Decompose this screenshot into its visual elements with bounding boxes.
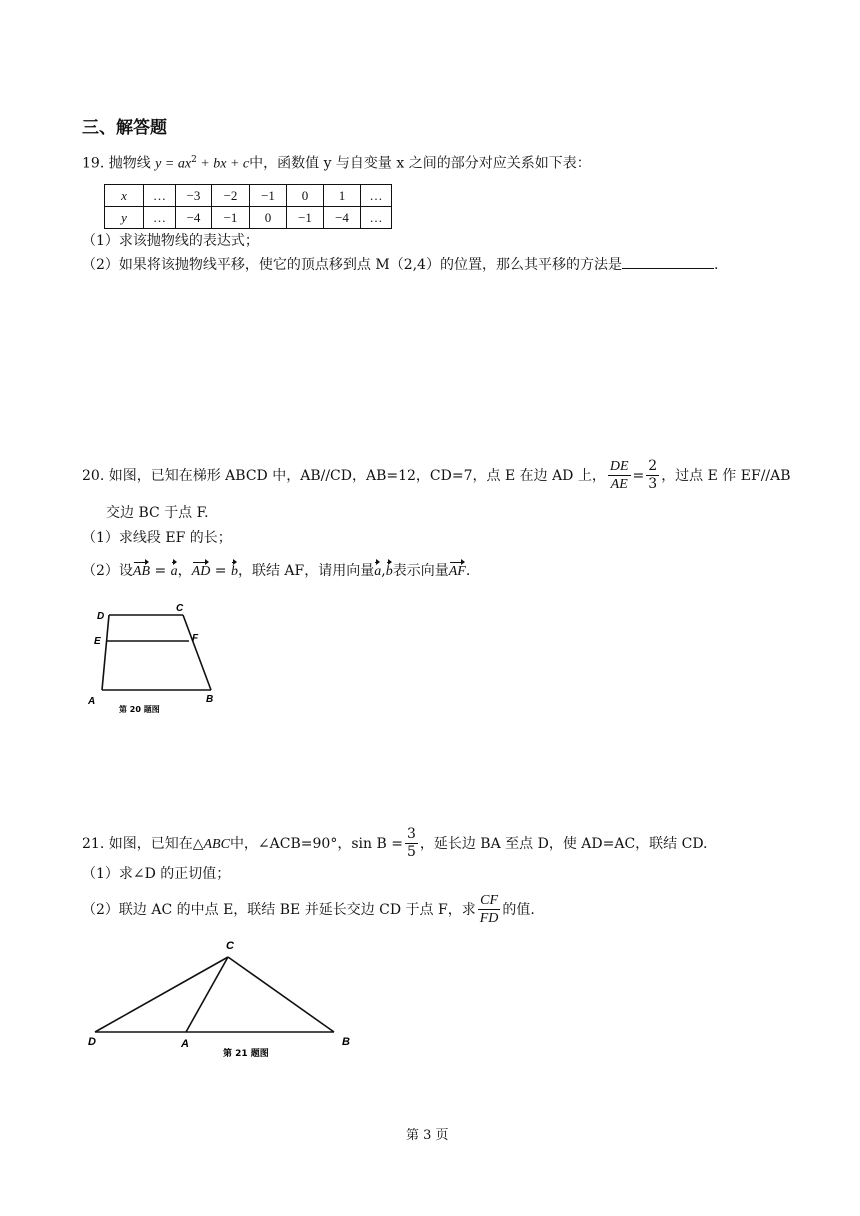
q20-part1: （1）求线段 EF 的长； (82, 530, 232, 546)
q20-value-num: 2 (646, 459, 659, 476)
q20-value-den: 3 (648, 476, 658, 493)
q19-part2 (82, 257, 718, 274)
q21-part2-a: （2）联边 AC 的中点 E，联结 BE 并延长交边 CD 于点 F，求 (82, 901, 476, 918)
q19-part1: （1）求该抛物线的表达式； (82, 233, 259, 249)
q19-table-cell: −3 (176, 185, 212, 207)
q19-table-row-y (105, 207, 392, 229)
q19-table-cell: −2 (212, 185, 250, 207)
q19-table-cell: … (144, 207, 176, 229)
q21-label-a: A (181, 1038, 189, 1050)
q19-table-cell: 0 (250, 207, 287, 229)
q21-sin-den: 5 (406, 844, 416, 861)
q20-text-a: 如图，已知在梯形 ABCD 中，AB//CD，AB=12，CD=7，点 E 在边 AD 上， (108, 467, 606, 484)
q19-value-table (104, 184, 392, 229)
q19-formula-a: ax (177, 156, 192, 172)
q19-table-cell: −1 (287, 207, 324, 229)
q20-edge-da (102, 615, 109, 690)
q21-sin-num: 3 (405, 827, 418, 844)
q19-formula-y: y (155, 156, 162, 172)
page-number: 第 3 页 (406, 1128, 449, 1143)
q20-value-fraction (646, 459, 659, 493)
q19-table-cell: −4 (176, 207, 212, 229)
q19-table-row-x (105, 185, 392, 207)
q19-table-cell: 0 (287, 185, 324, 207)
q20-ratio-den: AE (610, 477, 628, 493)
q21-part1: （1）求∠D 的正切值； (82, 866, 231, 882)
q20-eq-a: = (150, 563, 171, 579)
q19-part2-text: （2）如果将该抛物线平移，使它的顶点移到点 M（2,4）的位置，那么其平移的方法是 (82, 257, 622, 273)
q20-part2-b: ，联结 AF，请用向量 (237, 563, 375, 579)
q21-ratio-den: FD (479, 911, 499, 927)
q19-text: 中，函数值 y 与自变量 x 之间的部分对应关系如下表： (249, 155, 591, 172)
q20-label-f: F (192, 633, 199, 644)
q21-ratio-num: CF (478, 893, 500, 910)
q19-table-y-label: y (105, 207, 144, 229)
q20-vector-b: b (230, 564, 238, 579)
q20-label-b: B (206, 694, 214, 705)
q19-table-cell: … (144, 185, 176, 207)
q20-vector-a: a (170, 564, 178, 579)
q21-label-c: C (226, 940, 234, 952)
q21-number: 21. (82, 835, 105, 852)
q21-triangle: △ABC (192, 836, 230, 852)
q21-part2 (82, 893, 535, 927)
q20-part2-c: 表示向量 (392, 563, 449, 579)
q20-part2 (82, 563, 470, 581)
q21-text-b: 中，∠ACB=90°， (229, 835, 352, 852)
q21-statement (82, 827, 708, 861)
q20-comma1: ， (177, 563, 192, 579)
q20-part2-a: （2）设 (82, 563, 133, 579)
q19-table-cell: −1 (212, 207, 250, 229)
q20-vector-a2: a (374, 564, 382, 579)
q19-table-cell: −1 (250, 185, 287, 207)
section-title: 三、解答题 (82, 118, 167, 138)
q21-label-d: D (88, 1036, 96, 1048)
q19-table-cell: 1 (324, 185, 361, 207)
q20-vector-b2: b (385, 564, 393, 579)
q20-vector-ad: AD (191, 564, 211, 579)
q20-label-a: A (88, 696, 96, 707)
q20-edge-cb (183, 615, 211, 690)
q20-ratio-eq: = (632, 467, 645, 484)
q20-ratio-fraction (608, 459, 631, 493)
q20-statement (82, 459, 791, 493)
q21-segment-cb (228, 957, 334, 1032)
q21-sin: sin B = (351, 835, 403, 852)
q19-formula-rest: + bx + c (196, 156, 250, 172)
q21-sin-fraction (405, 827, 418, 861)
q20-number: 20. (82, 467, 105, 484)
q20-eq-b: = (210, 563, 231, 579)
q19-answer-blank[interactable] (622, 268, 714, 269)
q19-formula-eq: = (161, 156, 178, 172)
q20-text-b: ，过点 E 作 EF//AB (661, 467, 791, 484)
q21-text-a: 如图，已知在 (108, 835, 193, 852)
q21-label-b: B (342, 1036, 350, 1048)
q19-statement (82, 155, 591, 173)
q20-label-c: C (176, 603, 184, 614)
q20-comma2: , (381, 563, 386, 579)
q20-vector-af: AF (448, 564, 466, 579)
q21-ratio-fraction (478, 893, 501, 927)
q20-figure (80, 598, 230, 720)
q20-caption: 第 20 题图 (119, 705, 160, 714)
q19-part2-end: . (713, 257, 719, 273)
q19-lead: 抛物线 (108, 155, 151, 172)
q20-vector-ab: AB (132, 564, 151, 579)
q20-label-e: E (94, 636, 101, 647)
q21-text-c: ，延长边 BA 至点 D，使 AD=AC，联结 CD. (419, 835, 708, 852)
q20-ratio-num: DE (608, 459, 631, 476)
q21-figure (80, 935, 360, 1060)
q20-part2-end: . (465, 563, 471, 579)
q19-number: 19. (82, 155, 105, 172)
q19-formula-exp: 2 (191, 155, 197, 165)
q19-table-cell: −4 (324, 207, 361, 229)
q21-caption: 第 21 题图 (223, 1049, 269, 1059)
q19-table-cell: … (361, 185, 392, 207)
q20-label-d: D (97, 611, 105, 622)
q21-part2-b: 的值. (502, 901, 535, 918)
q19-table-cell: … (361, 207, 392, 229)
q21-segment-dc (95, 957, 228, 1032)
q20-text-c: 交边 BC 于点 F. (106, 505, 209, 521)
q19-table-x-label: x (105, 185, 144, 207)
